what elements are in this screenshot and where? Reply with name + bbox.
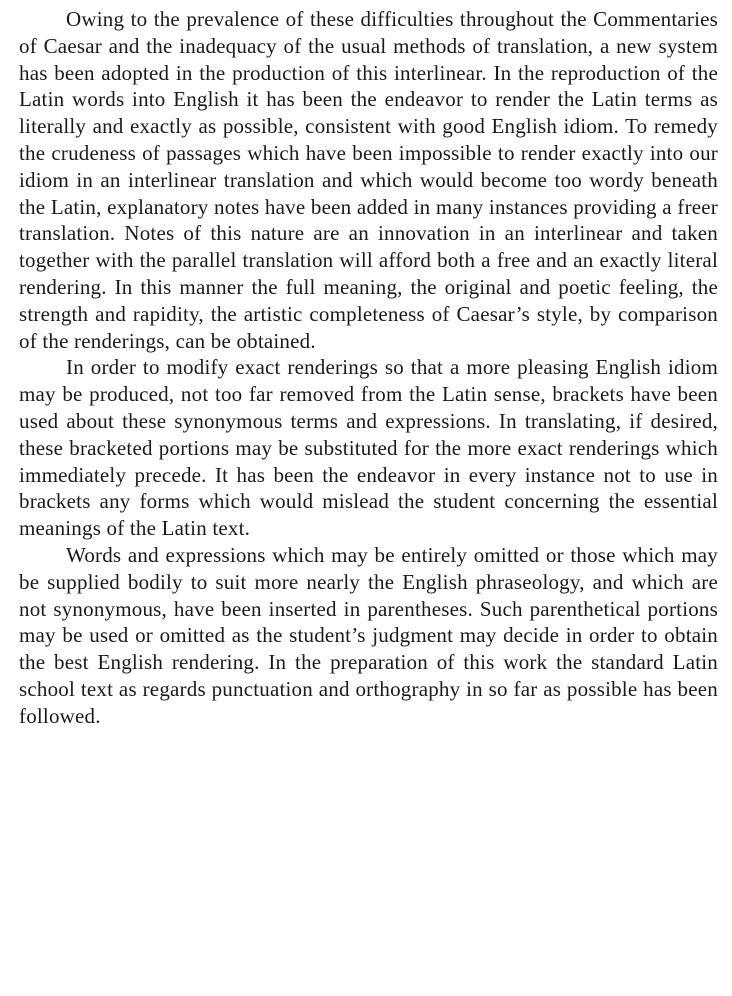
document-page [19, 6, 718, 730]
paragraph-3: Words and expressions which may be entirely omitted or those which may be supplied bodily to suit more nearly the English phraseology, and which are not synonymous, have been inserted in parentheses. Such parenthetical portions may be used or omitted as the student’s judgment may decide in order to obtain the best English rendering. In the preparation of this work the standard Latin school text as regards punctuation and orthography in so far as possible has been followed. [19, 542, 718, 728]
paragraph-1: Owing to the prevalence of these difficulties throughout the Commentaries of Caesar and the inadequacy of the usual methods of translation, a new system has been adopted in the production of this interlinear. In the reproduction of the Latin words into English it has been the endeavor to render the Latin terms as literally and exactly as possible, consistent with good English idiom. To remedy the crudeness of passages which have been impossible to render exactly into our idiom in an interlinear translation and which would become too wordy beneath the Latin, explanatory notes have been added in many instances providing a freer translation. Notes of this nature are an innovation in an interlinear and taken together with the parallel translation will afford both a free and an exactly literal rendering. In this manner the full meaning, the original and poetic feeling, the strength and rapidity, the artistic completeness of Caesar’s style, by comparison of the renderings, can be obtained. [19, 7, 718, 353]
paragraph-2: In order to modify exact renderings so that a more pleasing English idiom may be produced, not too far removed from the Latin sense, brackets have been used about these synonymous terms and expressions. In translating, if desired, these bracketed portions may be substituted for the more exact renderings which immediately precede. It has been the endeavor in every instance not to use in brackets any forms which would mislead the student concerning the essential meanings of the Latin text. [19, 355, 718, 541]
